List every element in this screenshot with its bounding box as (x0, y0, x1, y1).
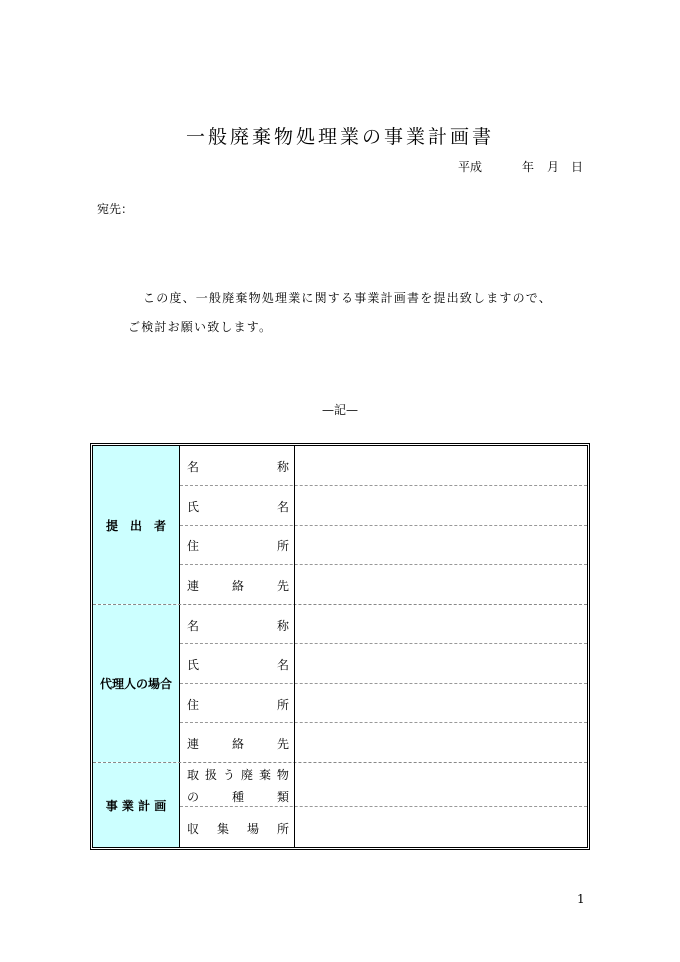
group-label-business-plan: 事 業 計 画 (93, 763, 180, 847)
label-char: う (222, 768, 235, 782)
row-label-name (187, 617, 289, 634)
label-char: 絡 (231, 737, 244, 751)
label-char: 類 (276, 790, 289, 804)
label-char: 廃 (240, 768, 253, 782)
label-char: 称 (276, 619, 289, 633)
label-char: 場 (246, 822, 259, 836)
label-char: 先 (276, 579, 289, 593)
agent-contact-field[interactable] (295, 723, 587, 762)
label-char: の (187, 790, 200, 804)
label-char: 物 (276, 768, 289, 782)
label-line (187, 764, 289, 786)
application-form-table (90, 443, 590, 850)
label-char: 称 (276, 460, 289, 474)
label-char: 連 (187, 579, 200, 593)
row-label-address (187, 696, 289, 713)
document-title: 一般廃棄物処理業の事業計画書 (185, 126, 494, 148)
date-year: 年 (522, 160, 535, 174)
agent-name-field[interactable] (295, 605, 587, 643)
applicant-address-field[interactable] (295, 526, 587, 564)
label-char: 氏 (187, 500, 200, 514)
date-day: 日 (571, 160, 584, 174)
label-char: 所 (276, 698, 289, 712)
row-label-name (187, 458, 289, 475)
waste-type-field[interactable] (295, 763, 587, 806)
group-label-applicant: 提 出 者 (93, 446, 180, 604)
label-char: 所 (276, 822, 289, 836)
row-label-collection-site (187, 820, 289, 837)
label-char: 氏 (187, 658, 200, 672)
label-char: 絡 (231, 579, 244, 593)
label-char: 名 (276, 500, 289, 514)
row-label-contact (187, 577, 289, 594)
label-char: 収 (187, 822, 200, 836)
row-label-waste-type (187, 764, 289, 808)
agent-person-field[interactable] (295, 644, 587, 683)
label-char: 種 (231, 790, 244, 804)
applicant-name-field[interactable] (295, 446, 587, 485)
date-era: 平成 (458, 160, 483, 174)
label-char: 先 (276, 737, 289, 751)
label-char: 集 (216, 822, 229, 836)
page-number: 1 (577, 892, 585, 906)
recipient-label: 宛先： (97, 202, 134, 216)
row-label-person-name (187, 498, 289, 515)
label-char: 取 (187, 768, 200, 782)
label-char: 扱 (204, 768, 217, 782)
row-label-address (187, 537, 289, 554)
row-label-contact (187, 735, 289, 752)
date-month: 月 (547, 160, 560, 174)
group-label-agent: 代理人の場合 (93, 605, 180, 762)
body-text-line2: ご検討お願い致します。 (128, 320, 273, 334)
label-char: 名 (187, 619, 200, 633)
record-heading: —記— (321, 403, 358, 417)
agent-address-field[interactable] (295, 684, 587, 722)
label-line (187, 786, 289, 808)
collection-site-field[interactable] (295, 807, 587, 847)
body-text-line1: この度、一般廃棄物処理業に関する事業計画書を提出致しますので、 (143, 291, 552, 305)
applicant-person-field[interactable] (295, 486, 587, 525)
label-char: 連 (187, 737, 200, 751)
label-char: 所 (276, 539, 289, 553)
label-char: 住 (187, 539, 200, 553)
label-char: 住 (187, 698, 200, 712)
label-char: 名 (187, 460, 200, 474)
label-char: 名 (276, 658, 289, 672)
label-char: 棄 (258, 768, 271, 782)
row-label-person-name (187, 656, 289, 673)
applicant-contact-field[interactable] (295, 565, 587, 604)
